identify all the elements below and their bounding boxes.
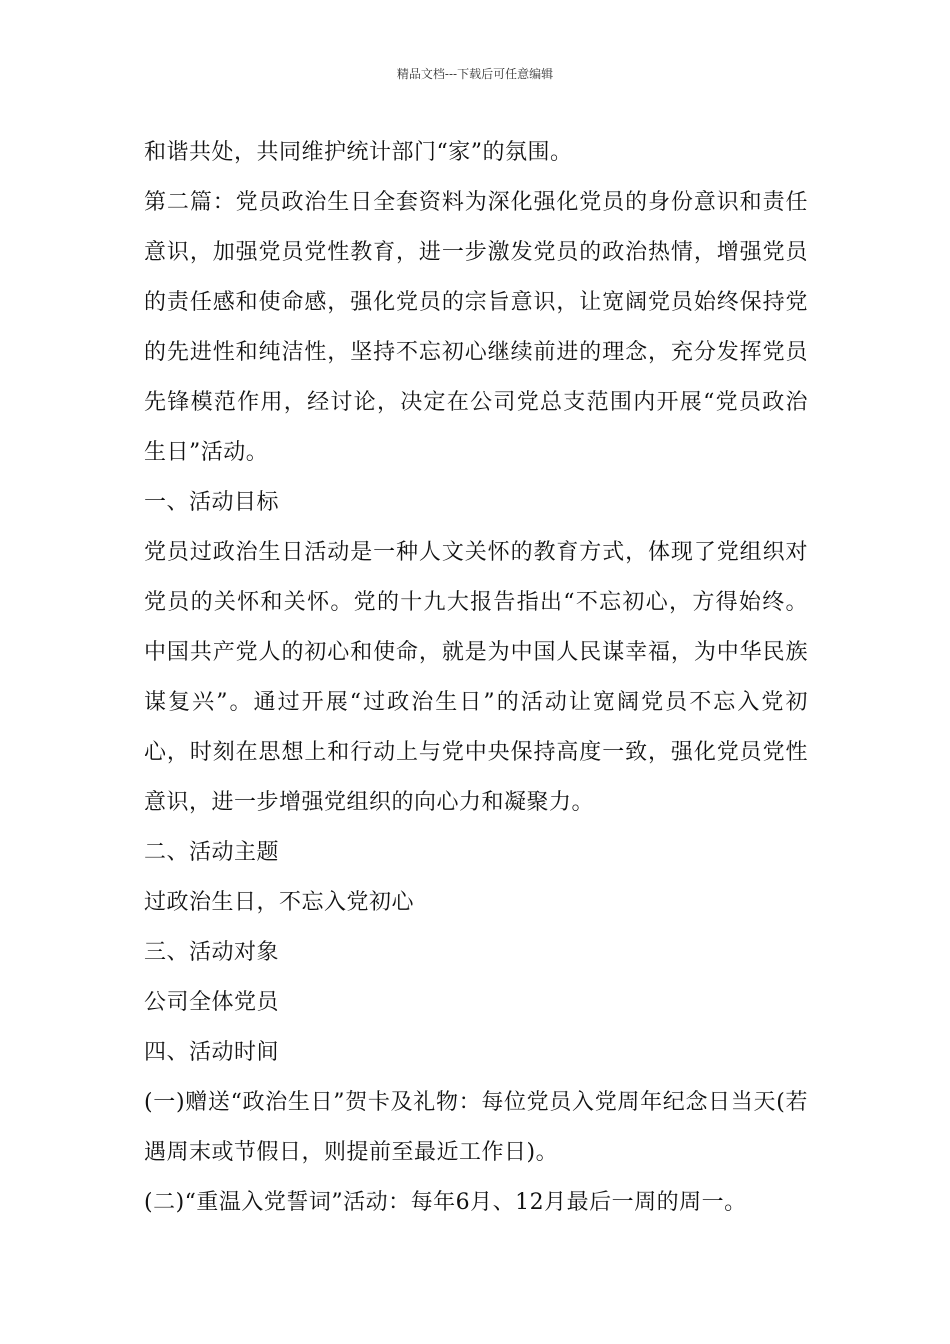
section-heading-goal: 一、活动目标 <box>144 490 280 515</box>
document-body <box>144 128 808 1228</box>
page-header: 精品文档---下载后可任意编辑 <box>396 67 554 81</box>
paragraph-time-item-2: (二)“重温入党誓词”活动：每年6月、12月最后一周的周一。 <box>144 1190 747 1215</box>
paragraph-goal: 党员过政治生日活动是一种人文关怀的教育方式，体现了党组织对党员的关怀和关怀。党的十九大报告指出“不忘初心，方得始终。中国共产党人的初心和使命，就是为中国人民谋幸福，为中华民族谋复兴”。通过开展“过政治生日”的活动让宽阔党员不忘入党初心，时刻在思想上和行动上与党中央保持高度一致，强化党员党性意识，进一步增强党组织的向心力和凝聚力。 <box>144 540 808 815</box>
paragraph-continuation: 和谐共处，共同维护统计部门“家”的氛围。 <box>144 140 573 165</box>
section-heading-theme: 二、活动主题 <box>144 840 280 865</box>
section-heading-target: 三、活动对象 <box>144 940 280 965</box>
paragraph-chapter-intro: 第二篇：党员政治生日全套资料为深化强化党员的身份意识和责任意识，加强党员党性教育，进一步激发党员的政治热情，增强党员的责任感和使命感，强化党员的宗旨意识，让宽阔党员始终保持党的先进性和纯洁性，坚持不忘初心继续前进的理念，充分发挥党员先锋模范作用，经讨论，决定在公司党总支范围内开展“党员政治生日”活动。 <box>144 190 808 465</box>
paragraph-time-item-1: (一)赠送“政治生日”贺卡及礼物：每位党员入党周年纪念日当天(若遇周末或节假日，则提前至最近工作日)。 <box>144 1090 808 1165</box>
paragraph-theme: 过政治生日，不忘入党初心 <box>144 890 415 915</box>
paragraph-target: 公司全体党员 <box>144 990 280 1015</box>
section-heading-time: 四、活动时间 <box>144 1040 280 1065</box>
